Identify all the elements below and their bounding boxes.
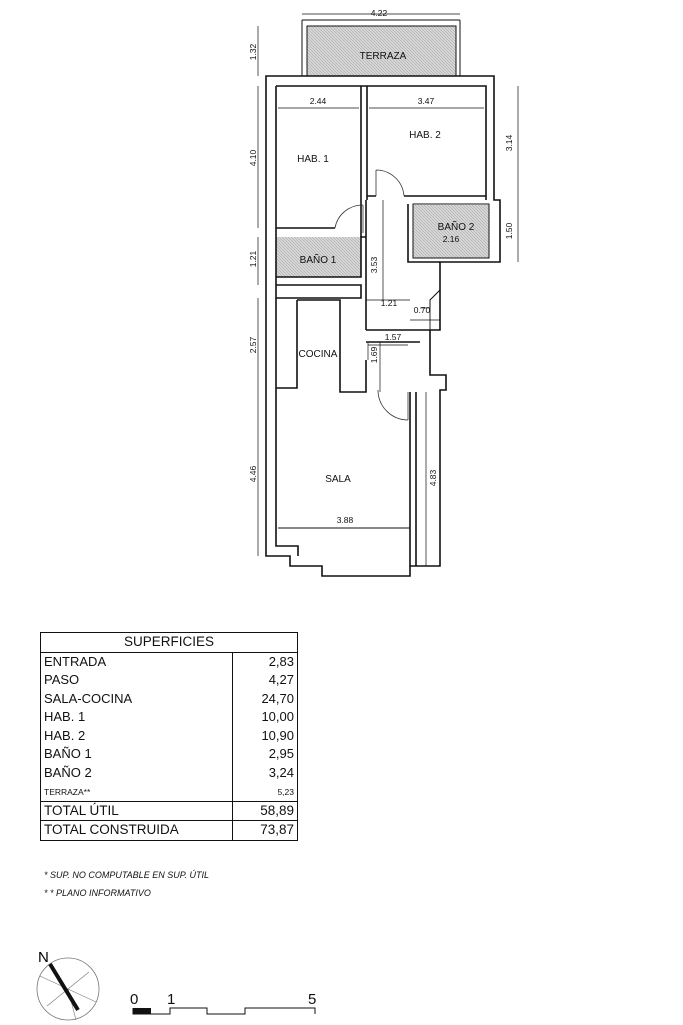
total-util-name: TOTAL ÚTIL: [41, 801, 233, 821]
note-plano-informativo: * * PLANO INFORMATIVO: [44, 888, 151, 898]
dim-terraza-depth: 1.32: [248, 43, 258, 61]
table-row: [41, 727, 298, 746]
scale-label-5: 5: [308, 991, 317, 1008]
row-value: 10,90: [233, 727, 298, 746]
table-row: [41, 671, 298, 690]
superficies-table: [40, 632, 298, 841]
dim-hab2-width: 3.47: [417, 96, 435, 106]
compass-north-label: N: [38, 949, 49, 966]
note-no-computable: * SUP. NO COMPUTABLE EN SUP. ÚTIL: [44, 870, 210, 880]
row-name: HAB. 1: [41, 708, 233, 727]
terraza-name: TERRAZA**: [41, 782, 233, 801]
terraza-row: [41, 782, 298, 801]
dim-paso-width: 1.21: [380, 298, 398, 308]
dim-hab1-depth: 4.10: [248, 149, 258, 167]
notes: [44, 866, 209, 902]
total-construida-row: [41, 821, 298, 841]
room-bano1: BAÑO 1: [299, 255, 337, 266]
table-row: [41, 764, 298, 783]
room-hab2: HAB. 2: [409, 130, 441, 141]
row-name: HAB. 2: [41, 727, 233, 746]
row-value: 2,95: [233, 745, 298, 764]
row-name: PASO: [41, 671, 233, 690]
dim-hab2-depth: 3.14: [504, 134, 514, 152]
row-value: 10,00: [233, 708, 298, 727]
total-construida-value: 73,87: [233, 821, 298, 841]
row-value: 4,27: [233, 671, 298, 690]
table-row: [41, 708, 298, 727]
dim-entrada-depth: 1.69: [369, 346, 379, 364]
row-value: 3,24: [233, 764, 298, 783]
scale-bar: [125, 988, 325, 1020]
scale-label-1: 1: [167, 991, 176, 1008]
dim-cocina-depth: 2.57: [248, 336, 258, 354]
dim-terraza-width: 4.22: [370, 8, 388, 18]
room-bano2: BAÑO 2: [437, 222, 475, 233]
superficies-title: SUPERFICIES: [41, 633, 298, 653]
dim-sala-right-depth: 4.83: [428, 469, 438, 487]
dim-sala-width: 3.88: [336, 515, 354, 525]
total-util-row: [41, 801, 298, 821]
superficies-table-wrap: [40, 632, 298, 841]
row-name: ENTRADA: [41, 652, 233, 671]
room-cocina: COCINA: [298, 349, 338, 360]
table-row: [41, 745, 298, 764]
dim-sala-depth: 4.46: [248, 465, 258, 483]
table-row: [41, 690, 298, 709]
room-hab1: HAB. 1: [297, 154, 329, 165]
total-construida-name: TOTAL CONSTRUIDA: [41, 821, 233, 841]
terraza-value: 5,23: [233, 782, 298, 801]
row-name: BAÑO 2: [41, 764, 233, 783]
row-value: 2,83: [233, 652, 298, 671]
total-util-value: 58,89: [233, 801, 298, 821]
dim-bano2-width: 2.16: [442, 234, 460, 244]
row-name: BAÑO 1: [41, 745, 233, 764]
room-sala: SALA: [325, 474, 351, 485]
dim-hab1-width: 2.44: [309, 96, 327, 106]
compass-icon: [28, 942, 108, 1022]
dimension-lines: [258, 14, 518, 566]
dim-bano2-depth: 1.50: [504, 222, 514, 240]
scale-label-0: 0: [130, 991, 139, 1008]
dim-entrada-length: 1.57: [384, 332, 402, 342]
dim-paso-length: 3.53: [369, 256, 379, 274]
row-value: 24,70: [233, 690, 298, 709]
room-terraza: TERRAZA: [359, 51, 407, 62]
dim-entrada-width: 0.70: [413, 305, 431, 315]
dim-bano1-depth: 1.21: [248, 250, 258, 268]
row-name: SALA-COCINA: [41, 690, 233, 709]
table-row: [41, 652, 298, 671]
